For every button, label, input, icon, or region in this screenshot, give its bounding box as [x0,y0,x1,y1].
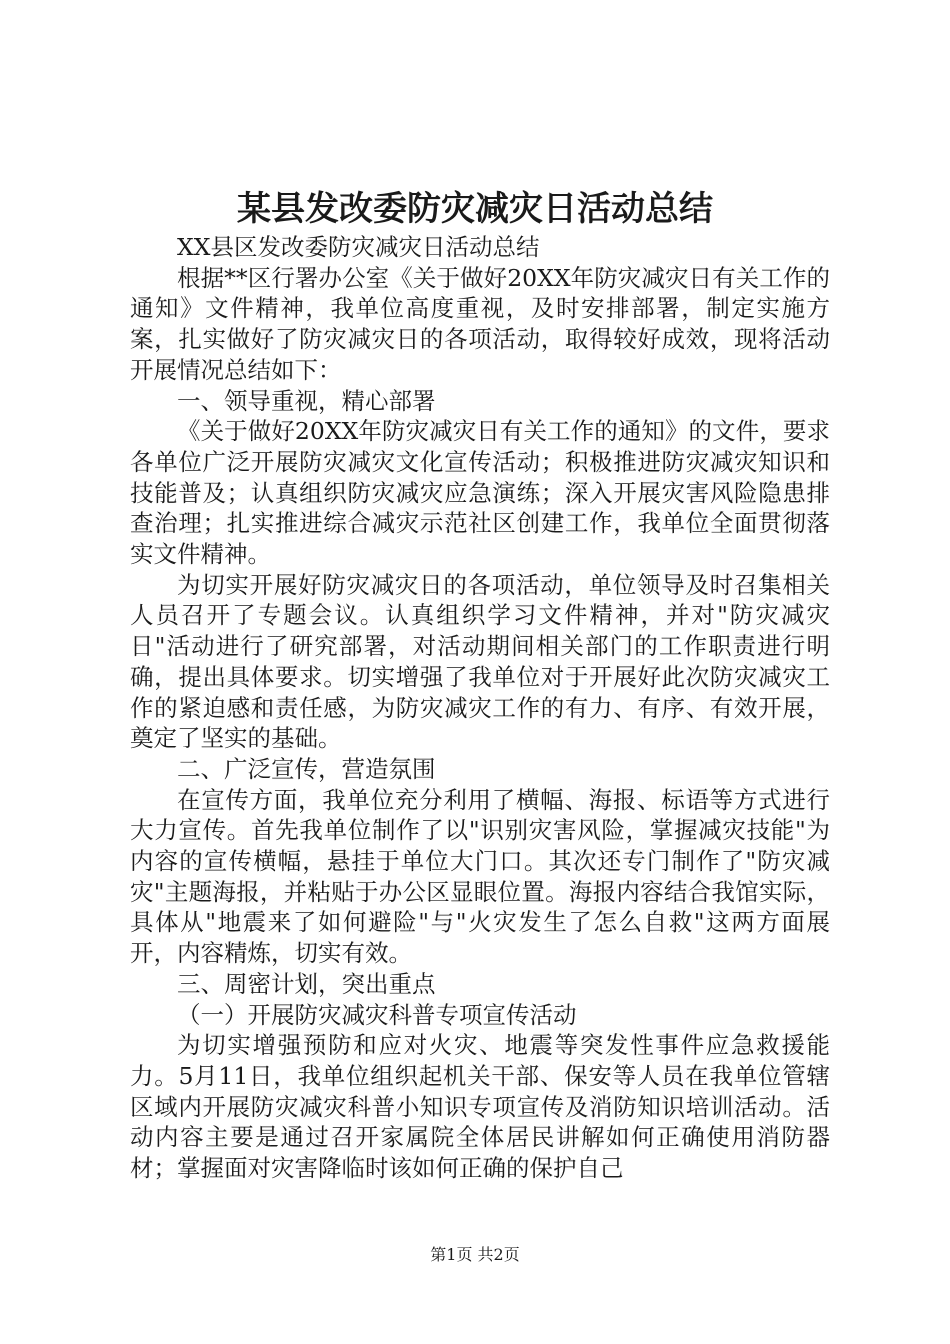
document-title: 某县发改委防灾减灾日活动总结 [237,189,713,229]
subsection-heading-1: （一）开展防灾减灾科普专项宣传活动 [177,1000,577,1029]
body-paragraph: 为切实开展好防灾减灾日的各项活动，单位领导及时召集相关人员召开了专题会议。认真组织学习文件精神，并对"防灾减灾日"活动进行了研究部署，对活动期间相关部门的工作职责进行明确，提出具体要求。切实增强了我单位对于开展好此次防灾减灾工作的紧迫感和责任感，为防灾减灾工作的有力、有序、有效开展，奠定了坚实的基础。 [130,570,830,753]
subtitle-paragraph: XX县区发改委防灾减灾日活动总结 [177,233,540,261]
intro-paragraph: 根据**区行署办公室《关于做好20XX年防灾减灾日有关工作的通知》文件精神，我单位高度重视，及时安排部署，制定实施方案，扎实做好了防灾减灾日的各项活动，取得较好成效，现将活动开展情况总结如下： [130,263,830,384]
page-number-footer: 第1页 共2页 [430,1245,520,1264]
section-heading-1: 一、领导重视，精心部署 [177,386,436,415]
body-paragraph: 《关于做好20XX年防灾减灾日有关工作的通知》的文件，要求各单位广泛开展防灾减灾文化宣传活动；积极推进防灾减灾知识和技能普及；认真组织防灾减灾应急演练；深入开展灾害风险隐患排查治理；扎实推进综合减灾示范社区创建工作，我单位全面贯彻落实文件精神。 [130,417,830,569]
body-paragraph: 在宣传方面，我单位充分利用了横幅、海报、标语等方式进行大力宣传。首先我单位制作了以"识别灾害风险，掌握减灾技能"为内容的宣传横幅，悬挂于单位大门口。其次还专门制作了"防灾减灾"主题海报，并粘贴于办公区显眼位置。海报内容结合我馆实际，具体从"地震来了如何避险"与"火灾发生了怎么自救"这两方面展开，内容精炼，切实有效。 [130,785,830,968]
body-paragraph: 为切实增强预防和应对火灾、地震等突发性事件应急救援能力。5月11日，我单位组织起机关干部、保安等人员在我单位管辖区域内开展防灾减灾科普小知识专项宣传及消防知识培训活动。活动内容主要是通过召开家属院全体居民讲解如何正确使用消防器材；掌握面对灾害降临时该如何正确的保护自己 [130,1031,830,1183]
document-body [130,232,830,1184]
section-heading-3: 三、周密计划，突出重点 [177,969,436,998]
section-heading-2: 二、广泛宣传，营造氛围 [177,754,436,783]
